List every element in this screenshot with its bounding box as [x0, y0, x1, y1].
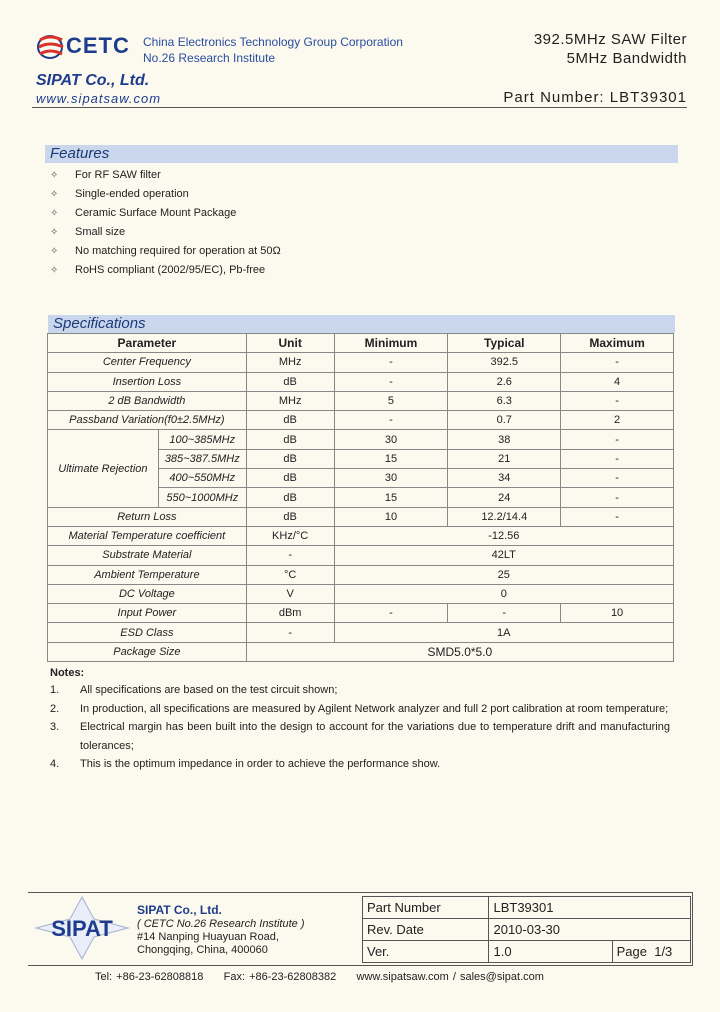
- feature-item: ✧ Ceramic Surface Mount Package: [50, 204, 281, 223]
- header-divider: [32, 107, 687, 108]
- document-info-table: [362, 896, 691, 963]
- table-row: Center Frequency MHz - 392.5 -: [48, 353, 674, 372]
- diamond-bullet-icon: ✧: [50, 208, 59, 219]
- notes-title: Notes:: [50, 667, 85, 679]
- feature-item: ✧ No matching required for operation at 50Ω: [50, 242, 281, 261]
- notes-section: [50, 667, 670, 774]
- diamond-bullet-icon: ✧: [50, 170, 59, 181]
- table-row: 385~387.5MHz dB 15 21 -: [48, 449, 674, 468]
- company-name: SIPAT Co., Ltd.: [36, 72, 150, 89]
- table-row: Substrate Material - 42LT: [48, 546, 674, 565]
- diamond-bullet-icon: ✧: [50, 189, 59, 200]
- table-row: Ver. 1.0 Page 1/3: [363, 941, 691, 963]
- table-row: Ambient Temperature °C 25: [48, 565, 674, 584]
- institute-name: No.26 Research Institute: [143, 51, 276, 65]
- feature-item: ✧ Single-ended operation: [50, 185, 281, 204]
- table-row: Input Power dBm - - 10: [48, 604, 674, 623]
- table-row: Part Number LBT39301: [363, 897, 691, 919]
- part-number: Part Number: LBT39301: [503, 89, 687, 106]
- note-item: 1. All specifications are based on the test circuit shown;: [50, 684, 338, 696]
- table-row: Passband Variation(f0±2.5MHz) dB - 0.7 2: [48, 411, 674, 430]
- feature-item: ✧ RoHS compliant (2002/95/EC), Pb-free: [50, 261, 281, 280]
- product-subtitle: 5MHz Bandwidth: [566, 50, 687, 67]
- diamond-bullet-icon: ✧: [50, 246, 59, 257]
- footer-company: SIPAT Co., Ltd.: [137, 903, 222, 917]
- feature-item: ✧ For RF SAW filter: [50, 166, 281, 185]
- table-header-row: Parameter Unit Minimum Typical Maximum: [48, 334, 674, 353]
- feature-item: ✧ Small size: [50, 223, 281, 242]
- features-heading: Features: [45, 145, 678, 163]
- table-row: Ultimate Rejection 100~385MHz dB 30 38 -: [48, 430, 674, 449]
- footer-address-line1: #14 Nanping Huayuan Road,: [137, 931, 279, 943]
- specifications-table: [47, 333, 674, 662]
- website-link[interactable]: www.sipatsaw.com: [36, 91, 162, 106]
- diamond-bullet-icon: ✧: [50, 227, 59, 238]
- table-row: DC Voltage V 0: [48, 584, 674, 603]
- cetc-logo-text: CETC: [66, 33, 130, 58]
- table-row: Material Temperature coefficient KHz/°C -12.56: [48, 526, 674, 545]
- table-row: Insertion Loss dB - 2.6 4: [48, 372, 674, 391]
- note-item: 4. This is the optimum impedance in order to achieve the performance show.: [50, 758, 441, 770]
- table-row: ESD Class - 1A: [48, 623, 674, 642]
- corp-name: China Electronics Technology Group Corporation: [143, 35, 403, 49]
- product-title: 392.5MHz SAW Filter: [533, 31, 687, 48]
- table-row: 550~1000MHz dB 15 24 -: [48, 488, 674, 507]
- diamond-bullet-icon: ✧: [50, 265, 59, 276]
- features-list: [50, 166, 281, 280]
- table-row: Return Loss dB 10 12.2/14.4 -: [48, 507, 674, 526]
- note-item: 3. Electrical margin has been built into the design to account for the variations due to temperature drift and manufacturing tolerances;: [50, 721, 670, 752]
- table-row: 400~550MHz dB 30 34 -: [48, 469, 674, 488]
- table-row: Rev. Date 2010-03-30: [363, 919, 691, 941]
- contact-info: Tel: +86-23-62808818 Fax: +86-23-62808382 www.sipatsaw.com / sales@sipat.com: [95, 971, 544, 983]
- table-row: Package Size SMD5.0*5.0: [48, 642, 674, 661]
- footer-institute: ( CETC No.26 Research Institute ): [137, 918, 305, 930]
- specifications-heading: Specifications: [48, 315, 675, 333]
- sipat-logo-icon: [34, 895, 130, 961]
- footer-address-line2: Chongqing, China, 400060: [137, 944, 268, 956]
- note-item: 2. In production, all specifications are measured by Agilent Network analyzer and full 2 port calibration at room temperature;: [50, 702, 669, 715]
- sipat-logo-text: SIPAT: [51, 916, 113, 941]
- table-row: 2 dB Bandwidth MHz 5 6.3 -: [48, 391, 674, 410]
